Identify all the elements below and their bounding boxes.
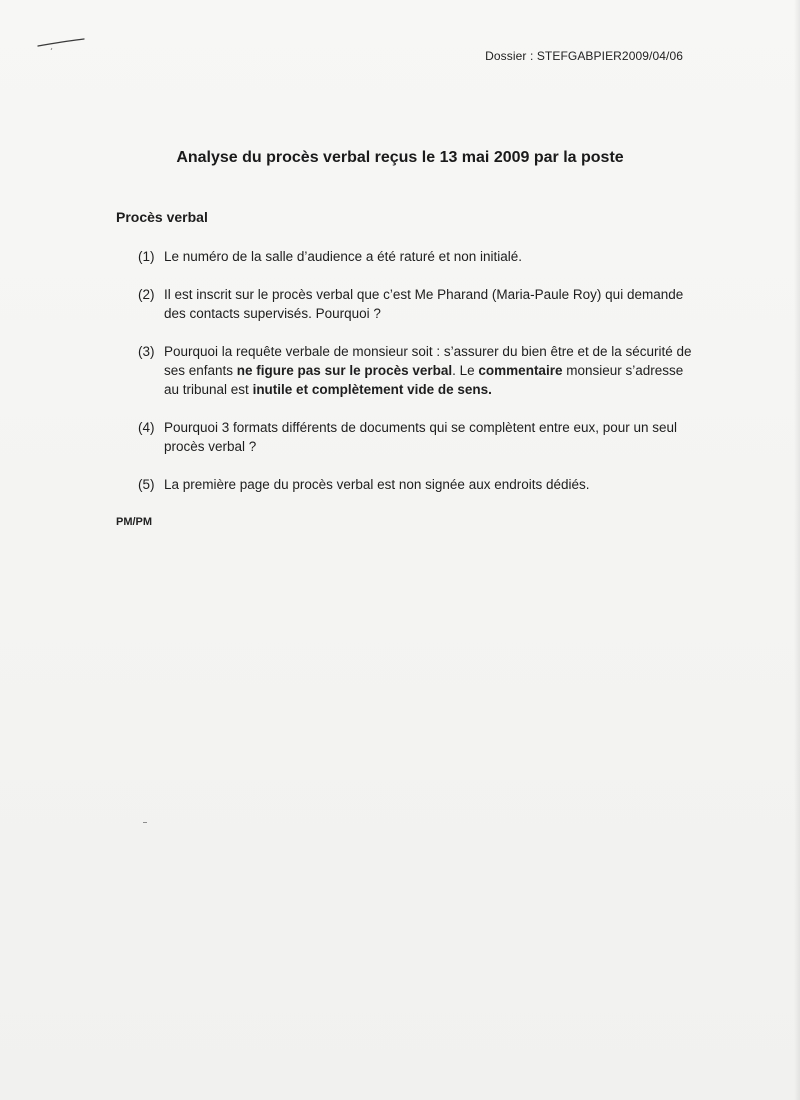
dossier-reference: Dossier : STEFGABPIER2009/04/06 [485, 49, 683, 63]
item-text-bold: ne figure pas sur le procès verbal [236, 363, 453, 378]
list-item [138, 247, 698, 266]
item-number: (1) [138, 249, 155, 264]
item-text [164, 344, 692, 397]
list-item [138, 285, 698, 323]
numbered-list [138, 247, 698, 494]
item-number: (4) [138, 420, 155, 435]
item-number: (3) [138, 344, 155, 359]
item-text-part: monsieur s’adresse au tribunal est [164, 363, 684, 397]
list-item [138, 342, 698, 399]
item-text-bold: inutile et complètement vide de sens. [252, 382, 492, 397]
item-text-part: La première page du procès verbal est non signée aux endroits dédiés. [164, 477, 590, 492]
item-text-part: Pourquoi 3 formats différents de documents qui se complètent entre eux, pour un seul procès verbal ? [164, 420, 678, 454]
item-text-part: Il est inscrit sur le procès verbal que c’est Me Pharand (Maria-Paule Roy) qui demande des contacts supervisés. Pourquoi ? [164, 287, 684, 321]
item-text-part: Pourquoi la requête verbale de monsieur soit : s’assurer du bien être et de la sécurité de ses enfants [164, 344, 692, 378]
item-text-part: Le numéro de la salle d’audience a été raturé et non initialé. [164, 249, 522, 264]
list-item [138, 475, 698, 494]
section-heading: Procès verbal [116, 209, 208, 225]
item-text-bold: commentaire [478, 363, 563, 378]
item-text [164, 287, 683, 321]
item-number: (2) [138, 287, 155, 302]
scan-edge-shadow [794, 0, 800, 1100]
item-number: (5) [138, 477, 155, 492]
pen-stroke-mark [36, 36, 86, 50]
document-title: Analyse du procès verbal reçus le 13 mai 2009 par la poste [176, 149, 624, 166]
list-item [138, 418, 698, 456]
item-text [164, 249, 522, 264]
item-text-part: . Le [452, 363, 479, 378]
item-text [164, 420, 677, 454]
author-initials: PM/PM [116, 516, 153, 528]
item-text [164, 477, 590, 492]
scan-speck [143, 822, 147, 823]
